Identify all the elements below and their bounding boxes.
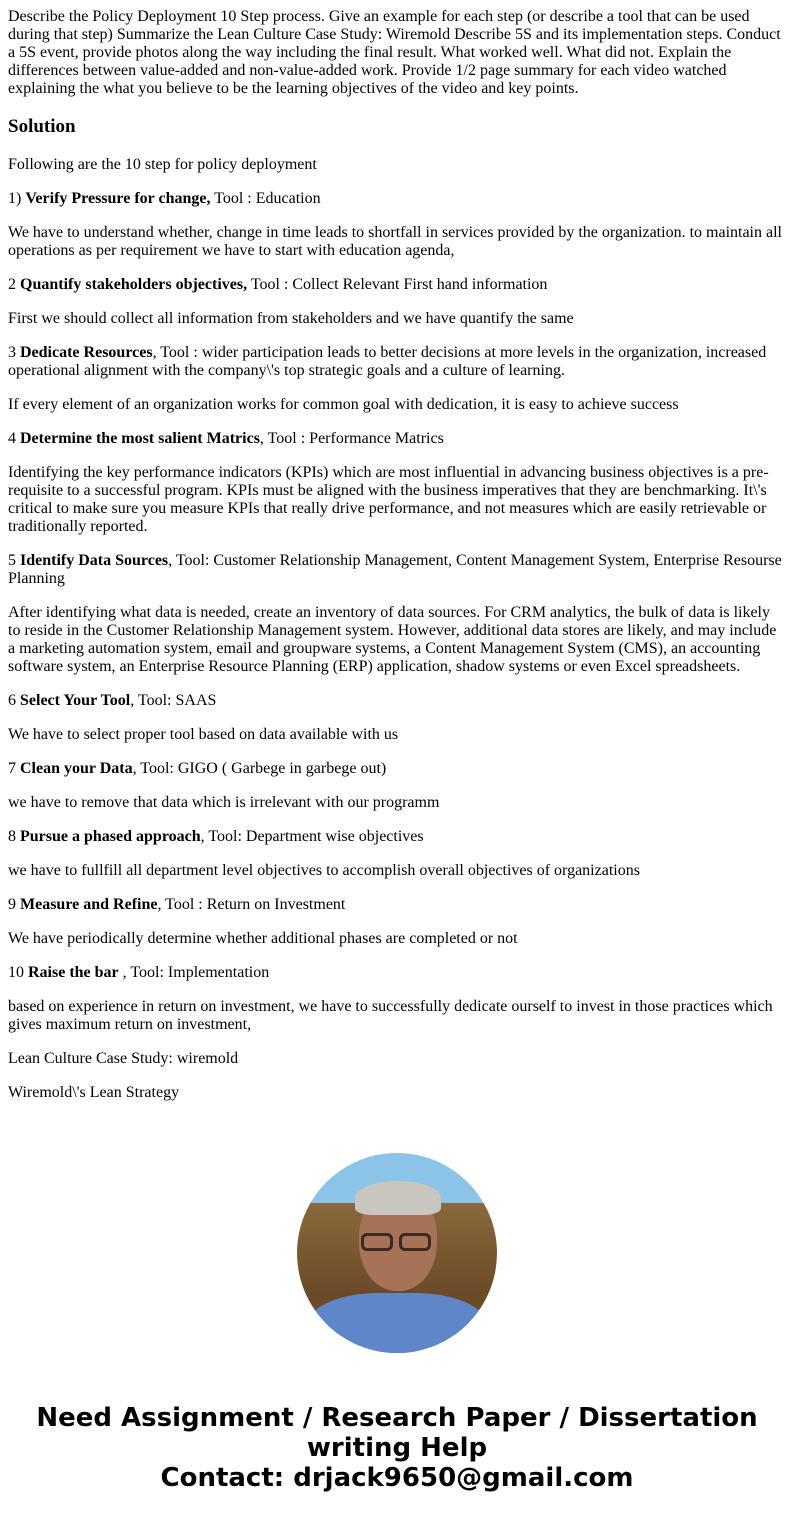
step-tool: , Tool: Customer Relationship Management, Content Management System, Enterprise Resourse Planning [8,552,782,587]
step-tool: , Tool : Performance Matrics [259,430,444,447]
step-number: 6 [8,692,16,709]
step-heading [8,964,786,982]
intro-text: Following are the 10 step for policy deployment [8,156,317,173]
step-number: 2 [8,276,16,293]
step-number: 3 [8,344,16,361]
step-description: If every element of an organization works for common goal with dedication, it is easy to achieve success [8,396,679,413]
step-number: 7 [8,760,16,777]
step-description: Identifying the key performance indicators (KPIs) which are most influential in advancing business objectives is a pre-requisite to a successful program. KPIs must be aligned with the business imperatives that they are benchmarking. It\'s critical to make sure you measure KPIs that really drive performance, and not measures which are easily retrievable or traditionally reported. [8,464,769,535]
step-description: We have to select proper tool based on data available with us [8,726,399,743]
step-number: 5 [8,552,16,569]
step-tool: , Tool: SAAS [130,692,217,709]
step-tool: , Tool : Return on Investment [157,896,346,913]
step-heading [8,692,786,710]
steps-list [8,190,786,1034]
step-tool: , Tool : wider participation leads to better decisions at more levels in the organization, increased operational alignment with the company\'s top strategic goals and a culture of learning. [8,344,767,379]
step-heading [8,276,786,294]
step-title: Pursue a phased approach [20,828,201,845]
step-number: 8 [8,828,16,845]
step-title: Measure and Refine [20,896,158,913]
step-title: Determine the most salient Matrics [20,430,260,447]
step-description: we have to remove that data which is irrelevant with our programm [8,794,440,811]
step-description: We have to understand whether, change in time leads to shortfall in services provided by the organization. to maintain all operations as per requirement we have to start with education agenda, [8,224,782,259]
footer-help-text: Need Assignment / Research Paper / Dissertation writing Help [36,1403,758,1463]
step-description: We have periodically determine whether additional phases are completed or not [8,930,518,947]
strategy-text: Wiremold\'s Lean Strategy [8,1084,180,1101]
step-tool: , Tool: Department wise objectives [200,828,424,845]
step-title: Identify Data Sources [20,552,169,569]
step-title: Select Your Tool [20,692,131,709]
author-avatar [297,1153,497,1353]
step-heading [8,896,786,914]
solution-heading: Solution [8,116,76,137]
step-tool: , Tool: GIGO ( Garbege in garbege out) [132,760,387,777]
step-number: 4 [8,430,16,447]
step-title: Raise the bar [28,964,119,981]
step-heading [8,760,786,778]
footer-contact[interactable]: Contact: drjack9650@gmail.com [160,1463,634,1493]
step-title: Quantify stakeholders objectives, [20,276,248,293]
step-title: Clean your Data [20,760,133,777]
step-heading [8,552,786,588]
step-title: Verify Pressure for change, [25,190,211,207]
step-description: First we should collect all information from stakeholders and we have quantify the same [8,310,574,327]
step-description: based on experience in return on investment, we have to successfully dedicate ourself to invest in those practices which gives maximum return on investment, [8,998,773,1033]
step-heading [8,344,786,380]
step-title: Dedicate Resources [20,344,153,361]
step-tool: Tool : Collect Relevant First hand information [247,276,548,293]
step-description: After identifying what data is needed, create an inventory of data sources. For CRM analytics, the bulk of data is likely to reside in the Customer Relationship Management system. However, additional data stores are likely, and may include a marketing automation system, email and groupware systems, a Content Management System (CMS), an accounting software system, an Enterprise Resource Planning (ERP) application, shadow systems or even Excel spreadsheets. [8,604,777,675]
footer-banner [0,1403,794,1493]
step-heading [8,190,786,208]
step-number: 1) [8,190,22,207]
step-heading [8,828,786,846]
step-heading [8,430,786,448]
question-text: Describe the Policy Deployment 10 Step process. Give an example for each step (or describe a tool that can be used during that step) Summarize the Lean Culture Case Study: Wiremold Describe 5S and its implementation steps. Conduct a 5S event, provide photos along the way including the final result. What worked well. What did not. Explain the differences between value-added and non-value-added work. Provide 1/2 page summary for each video watched explaining the what you believe to be the learning objectives of the video and key points. [8,8,781,97]
step-number: 10 [8,964,24,981]
step-tool: Tool : Education [210,190,321,207]
step-number: 9 [8,896,16,913]
case-study-text: Lean Culture Case Study: wiremold [8,1050,239,1067]
step-tool: , Tool: Implementation [118,964,270,981]
step-description: we have to fullfill all department level objectives to accomplish overall objectives of organizations [8,862,640,879]
